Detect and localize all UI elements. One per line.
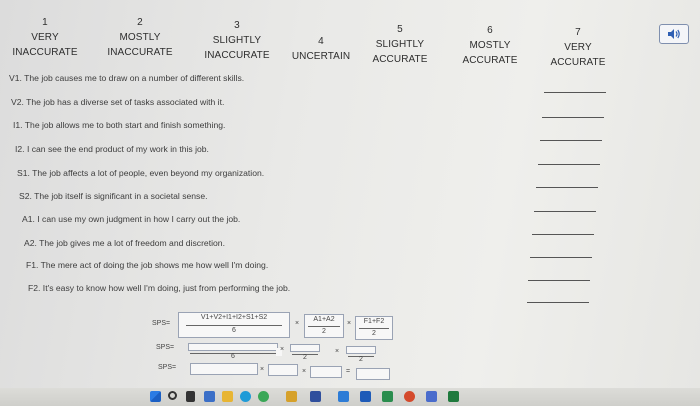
times-sign: × [335, 348, 340, 355]
answer-field[interactable] [542, 117, 604, 118]
list-item: I1. The job allows me to both start and finish something. [13, 120, 226, 130]
scale-option-2: 2 MOSTLY INACCURATE [107, 17, 173, 58]
file-explorer-icon[interactable] [222, 391, 233, 402]
search-icon[interactable] [168, 391, 177, 400]
list-item: A2. The job gives me a lot of freedom and discretion. [24, 238, 225, 248]
windows-start-icon[interactable] [150, 391, 161, 402]
list-item: A1. I can use my own judgment in how I carry out the job. [22, 214, 241, 224]
answer-field[interactable] [527, 302, 589, 303]
fraction-bar [186, 325, 282, 326]
edge-icon[interactable] [240, 391, 251, 402]
app-icon[interactable] [382, 391, 393, 402]
app-icon[interactable] [426, 391, 437, 402]
answer-field[interactable] [532, 234, 594, 235]
answer-field[interactable] [538, 164, 600, 165]
fraction-denominator: 2 [322, 328, 326, 335]
input-box[interactable] [190, 363, 258, 375]
input-box[interactable] [290, 344, 320, 352]
list-item: I2. I can see the end product of my work in this job. [15, 144, 209, 154]
input-box[interactable] [346, 346, 376, 354]
sps-label: SPS= [158, 364, 177, 371]
app-icon[interactable] [404, 391, 415, 402]
app-icon[interactable] [448, 391, 459, 402]
app-icon[interactable] [338, 391, 349, 402]
times-sign: × [280, 346, 285, 353]
sps-formula [150, 312, 400, 382]
fraction-denominator: 2 [359, 356, 363, 363]
times-sign: × [295, 320, 300, 327]
app-icon[interactable] [360, 391, 371, 402]
answer-field[interactable] [530, 257, 592, 258]
list-item: S1. The job affects a lot of people, even beyond my organization. [17, 168, 265, 178]
answer-field[interactable] [544, 92, 606, 93]
app-icon[interactable] [286, 391, 297, 402]
scale-option-6: 6 MOSTLY ACCURATE [462, 25, 518, 66]
chrome-icon[interactable] [258, 391, 269, 402]
times-sign: × [347, 320, 352, 327]
times-sign: × [302, 368, 307, 375]
list-item: F2. It's easy to know how well I'm doing, just from performing the job. [28, 283, 291, 293]
widgets-icon[interactable] [204, 391, 215, 402]
scale-option-1: 1 VERY INACCURATE [12, 17, 78, 58]
fraction-denominator: 2 [303, 354, 307, 361]
scale-option-5: 5 SLIGHTLY ACCURATE [372, 24, 428, 65]
times-sign: × [260, 366, 265, 373]
answer-field[interactable] [534, 211, 596, 212]
answer-field[interactable] [536, 187, 598, 188]
fraction-numerator: V1+V2+I1+I2+S1+S2 [200, 314, 268, 321]
fraction-bar [359, 328, 389, 329]
scale-option-4: 4 UNCERTAIN [291, 36, 351, 62]
fraction-denominator: 6 [232, 327, 236, 334]
app-icon[interactable] [310, 391, 321, 402]
fraction-bar [308, 326, 340, 327]
fraction-denominator: 2 [372, 330, 376, 337]
equals-sign: = [346, 368, 351, 375]
result-box[interactable] [356, 368, 390, 380]
input-box[interactable] [268, 364, 298, 376]
input-box[interactable] [310, 366, 342, 378]
answer-field[interactable] [540, 140, 602, 141]
list-item: S2. The job itself is significant in a societal sense. [19, 191, 208, 201]
list-item: V1. The job causes me to draw on a number of different skills. [9, 73, 245, 83]
sps-label: SPS= [156, 344, 175, 351]
fraction-numerator: A1+A2 [313, 316, 335, 323]
sps-label: SPS= [152, 320, 171, 327]
task-view-icon[interactable] [186, 391, 195, 402]
answer-field[interactable] [528, 280, 590, 281]
fraction-denominator: 6 [231, 353, 235, 360]
scale-option-7: 7 VERY ACCURATE [550, 27, 606, 68]
fraction-numerator: F1+F2 [363, 318, 385, 325]
taskbar [0, 388, 700, 406]
list-item: V2. The job has a diverse set of tasks associated with it. [11, 97, 225, 107]
input-box[interactable] [188, 343, 278, 351]
list-item: F1. The mere act of doing the job shows me how well I'm doing. [26, 260, 269, 270]
scale-option-3: 3 SLIGHTLY INACCURATE [204, 20, 270, 61]
